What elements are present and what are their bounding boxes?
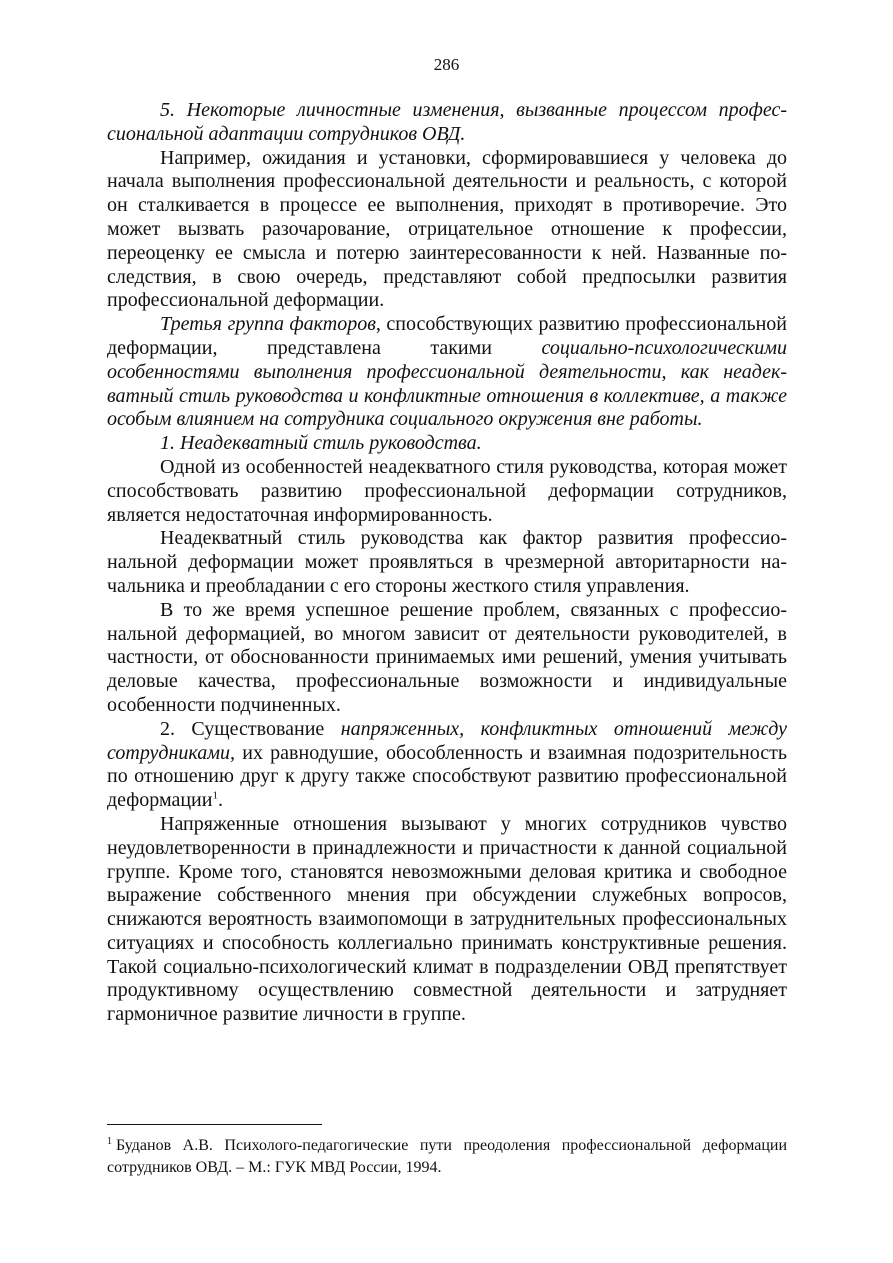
- italic-text: социально-психологическими особенностями выполнения профессиональной деятельности, как неадекватный стиль руководства и конфликтные отношения в коллективе, а также особым влиянием на сотрудника социального окружения вне работы.: [107, 336, 787, 431]
- text-span: , способствующих развитию профессиональной деформации, представлена такими: [107, 313, 787, 359]
- paragraph: Напряженные отношения вызывают у многих сотрудников чувство неудовлетворенности в принадлежности и причастности к данной социальной группе. Кроме того, становятся невозможными деловая критика и свободное выражение собственного мнения при обсуждении служебных вопросов, снижаются вероятность взаимопомощи в затруднительных профессиональных ситуациях и способность коллегиально принимать конструктивные решения. Такой социально-психологический климат в подразделении ОВД препятствует продуктивному осуществлению совместной деятельности и затрудняет гармоничное развитие личности в группе.: [107, 812, 787, 1026]
- italic-text: напряженных, конфликтных отношений между сотрудниками,: [107, 717, 787, 764]
- italic-text: Третья группа факторов: [160, 313, 376, 336]
- page-number: 286: [433, 55, 460, 74]
- text-span: их равнодушие, обособленность и взаимная подозрительность по отношению друг к другу также способствуют развитию профессиональной деформации: [107, 741, 787, 812]
- paragraph: В то же время успешное решение проблем, связанных с профессиональной деформацией, во многом зависит от деятельности руководителей, в частности, от обоснованности принимаемых ими решений, умения учитывать деловые качества, профессиональные возможности и индивидуальные особенности подчиненных.: [107, 598, 787, 716]
- paragraph-heading-1: 1. Неадекватный стиль руководства.: [160, 432, 482, 455]
- text-span: 2. Существование: [160, 717, 341, 740]
- paragraph-third-group: [107, 313, 787, 432]
- footnote-reference: 1: [212, 789, 218, 802]
- footnote-separator: [107, 1124, 322, 1125]
- paragraph: Одной из особенностей неадекватного стиля руководства, которая может способствовать развитию профессиональной деформации сотрудников, является недостаточная информированность.: [107, 455, 787, 526]
- paragraph-heading-2: [107, 718, 787, 813]
- body-text: [107, 99, 787, 1027]
- paragraph: Например, ожидания и установки, сформировавшиеся у человека до начала выполнения профессиональной деятельности и реальность, с которой он сталкивается в процессе ее выполнения, приходят в противоречие. Это может вызвать разочарование, отрицательное отношение к профессии, переоценку ее смысла и потерю заинтересованности к ней. Названные последствия, в свою очередь, представляют собой предпосылки развития профессиональной деформации.: [107, 146, 787, 312]
- paragraph-heading-5: 5. Некоторые личностные изменения, вызванные процессом профессиональной адаптации сотрудников ОВД.: [107, 99, 787, 145]
- footnote-text: Буданов А.В. Психолого-педагогические пути преодоления профессиональной деформации сотрудников ОВД. – М.: ГУК МВД России, 1994.: [107, 1137, 787, 1176]
- text-span: .: [217, 789, 223, 812]
- paragraph: Неадекватный стиль руководства как фактор развития профессиональной деформации может проявляться в чрезмерной авторитарности начальника и преобладании с его стороны жесткого стиля управления.: [107, 527, 787, 597]
- footnote: [107, 1135, 787, 1179]
- footnote-marker: 1: [107, 1135, 112, 1147]
